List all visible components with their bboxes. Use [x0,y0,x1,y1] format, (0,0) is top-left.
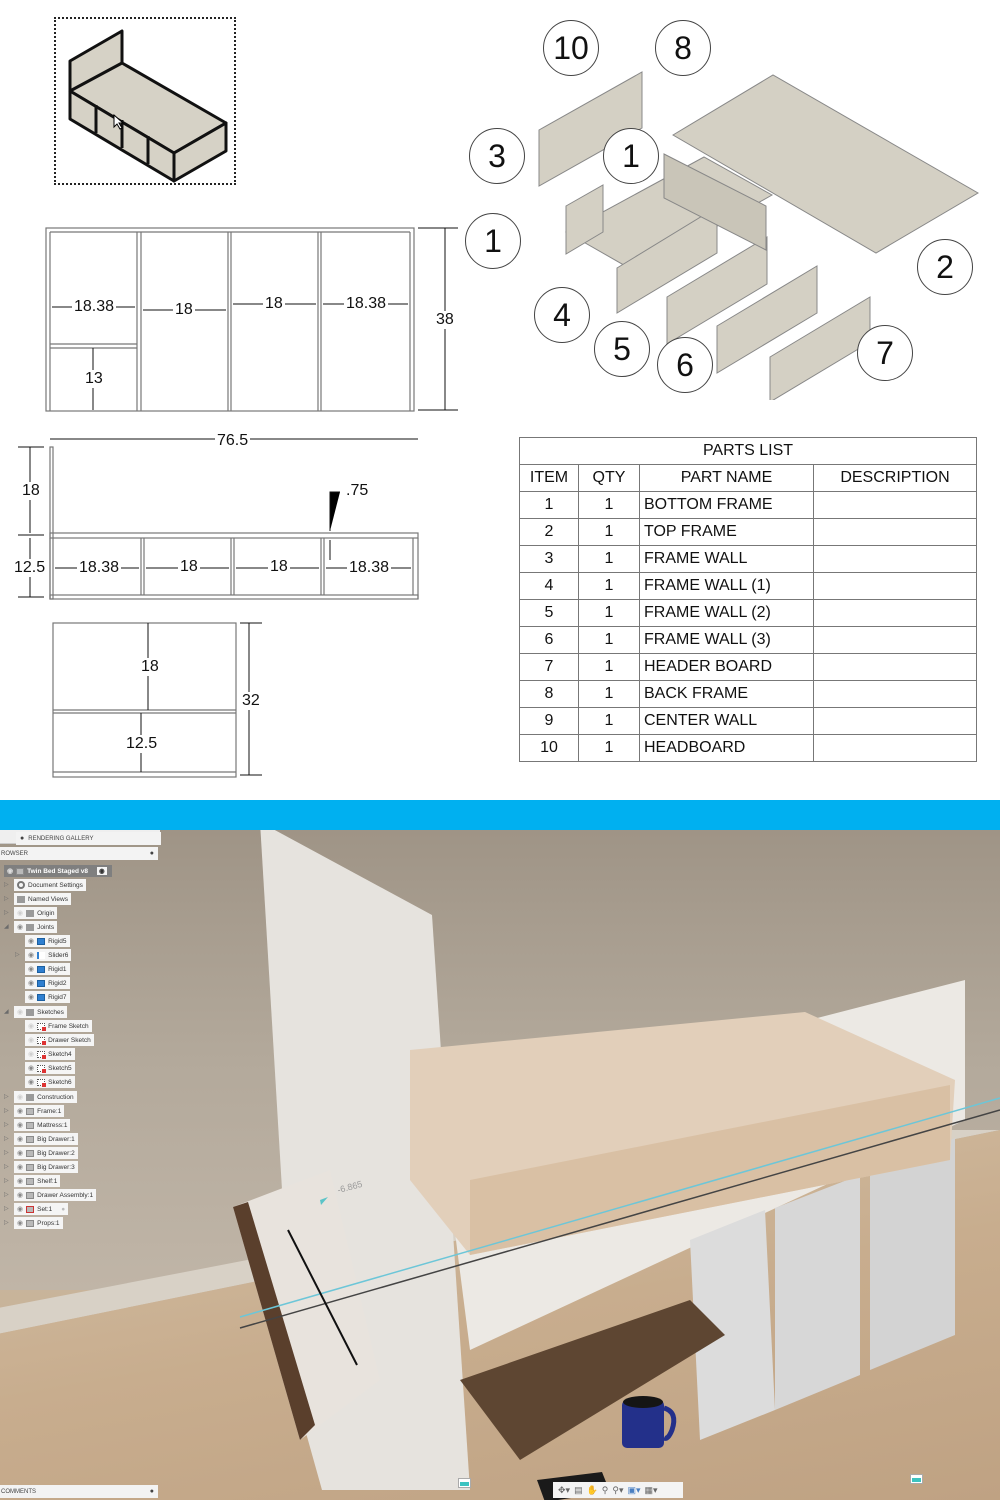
component-icon [26,1108,34,1115]
rigid-joint-icon [37,966,45,973]
table-row: 9 1 CENTER WALL [520,708,977,735]
expand-caret-icon[interactable]: ▷ [4,1122,9,1128]
tree-item-rigid5[interactable]: ◉ Rigid5 [25,935,70,947]
dim-front-bay1: 18.38 [79,559,120,576]
eye-icon[interactable]: ◉ [28,1079,35,1086]
eye-icon[interactable]: ◉ [17,1206,24,1213]
tree-item-named-views[interactable]: Named Views [14,893,71,905]
dim-overall-length: 76.5 [217,432,249,449]
browser-panel-header[interactable] [0,847,158,860]
dim-base-height: 12.5 [14,559,46,576]
dim-front-bay4: 18.38 [349,559,390,576]
parts-list-table [519,437,977,762]
table-row: 2 1 TOP FRAME [520,519,977,546]
folder-icon [26,1094,34,1101]
rigid-joint-icon [37,938,45,945]
tree-item-drawer-sketch[interactable]: ◉ Drawer Sketch [25,1034,94,1046]
display-settings-icon[interactable]: ▣▾ [627,1484,641,1495]
eye-hidden-icon[interactable]: ◉ [17,1094,24,1101]
rigid-joint-icon [37,994,45,1001]
tree-item-big-drawer-3[interactable]: ◉ Big Drawer:3 [14,1161,78,1173]
tree-item-big-drawer-1[interactable]: ◉ Big Drawer:1 [14,1133,78,1145]
tree-item-sketch5[interactable]: ◉ Sketch5 [25,1062,75,1074]
tree-item-sketches[interactable]: ◉ Sketches [14,1006,67,1018]
tree-item-rigid7[interactable]: ◉ Rigid7 [25,991,70,1003]
eye-icon[interactable]: ◉ [17,1122,24,1129]
table-row: 7 1 HEADER BOARD [520,654,977,681]
3d-viewport[interactable] [0,830,1000,1500]
expand-caret-icon[interactable]: ▷ [4,1094,9,1100]
tree-item-frame[interactable]: ◉ Frame:1 [14,1105,64,1117]
component-icon [16,868,24,875]
expand-caret-icon[interactable]: ▷ [4,896,9,902]
collapse-caret-icon[interactable]: ◢ [4,924,9,930]
dim-bay1-width: 18.38 [74,298,115,315]
dim-bay4-width: 18.38 [346,295,387,312]
table-row: 5 1 FRAME WALL (2) [520,600,977,627]
balloon-2: 2 [917,239,973,295]
component-icon [26,1220,34,1227]
orbit-icon[interactable]: ✥▾ [558,1484,571,1495]
dim-bay3-width: 18 [265,295,283,312]
rendering-gallery-label: RENDERING GALLERY [28,835,94,842]
eye-icon[interactable]: ◉ [17,1164,24,1171]
eye-icon[interactable]: ◉ [28,938,35,945]
gear-icon [17,881,25,889]
tree-item-props[interactable]: ◉ Props:1 [14,1217,63,1229]
dim-shelf-height: 13 [85,370,103,387]
table-row: 6 1 FRAME WALL (3) [520,627,977,654]
comments-label: COMMENTS [1,1488,36,1495]
fit-icon[interactable]: ⚲▾ [612,1484,624,1495]
eye-icon[interactable]: ◉ [28,994,35,1001]
balloon-7: 7 [857,325,913,381]
dim-front-bay3: 18 [270,558,288,575]
eye-hidden-icon[interactable]: ◉ [28,1051,35,1058]
table-row: 4 1 FRAME WALL (1) [520,573,977,600]
expand-caret-icon[interactable]: ▷ [4,1192,9,1198]
sketch-icon [37,1065,45,1072]
tree-item-big-drawer-2[interactable]: ◉ Big Drawer:2 [14,1147,78,1159]
bed-isometric-icon [56,19,234,183]
collapse-caret-icon[interactable]: ◢ [4,1009,9,1015]
sketch-icon [37,1051,45,1058]
dim-side-lower: 12.5 [126,735,158,752]
component-icon [26,1178,34,1185]
folder-icon [26,924,34,931]
timeline-marker-icon[interactable] [458,1478,471,1488]
expand-caret-icon[interactable]: ▷ [4,1108,9,1114]
balloon-8: 8 [655,20,711,76]
dim-headboard-height: 18 [22,482,40,499]
eye-icon[interactable]: ◉ [17,1192,24,1199]
comments-panel-header[interactable] [0,1485,158,1498]
tree-item-shelf[interactable]: ◉ Shelf:1 [14,1175,60,1187]
balloon-1-upper: 1 [603,128,659,184]
eye-hidden-icon[interactable]: ◉ [17,910,24,917]
expand-caret-icon[interactable]: ▷ [4,1206,9,1212]
folder-icon [26,1009,34,1016]
expand-caret-icon[interactable]: ▷ [4,882,9,888]
component-icon [26,1206,34,1213]
front-view [10,425,430,610]
tree-item-construction[interactable]: ◉ Construction [14,1091,77,1103]
tree-item-sketch6[interactable]: ◉ Sketch6 [25,1076,75,1088]
dim-side-overall: 32 [242,692,260,709]
component-icon [26,1136,34,1143]
balloon-10: 10 [543,20,599,76]
viewport-dimension-label: -6.865 [336,1178,364,1196]
eye-icon[interactable]: ◉ [7,868,14,875]
tree-root-item[interactable]: ◉ Twin Bed Staged v8 ◉ [4,865,112,877]
balloon-4: 4 [534,287,590,343]
eye-hidden-icon[interactable]: ◉ [28,1023,35,1030]
eye-icon[interactable]: ◉ [28,966,35,973]
browser-label: ROWSER [1,850,28,857]
eye-icon[interactable]: ◉ [17,1108,24,1115]
table-row: 3 1 FRAME WALL [520,546,977,573]
look-at-icon[interactable]: ✋ [586,1484,598,1495]
eye-icon[interactable]: ◉ [28,952,35,959]
comments-add-icon[interactable]: ● [149,1488,154,1495]
balloon-3: 3 [469,128,525,184]
table-row: 8 1 BACK FRAME [520,681,977,708]
eye-icon[interactable]: ◉ [17,1136,24,1143]
component-icon [26,1150,34,1157]
rendering-gallery-bar[interactable] [16,832,161,845]
expand-caret-icon[interactable]: ▷ [4,1220,9,1226]
tree-item-joints[interactable]: ◉ Joints [14,921,57,933]
top-view [40,220,470,420]
col-description: DESCRIPTION [814,465,977,492]
eye-icon[interactable]: ◉ [17,1150,24,1157]
eye-icon[interactable]: ◉ [17,1220,24,1227]
table-row: 10 1 HEADBOARD [520,735,977,762]
tree-item-document-settings[interactable]: Document Settings [14,879,86,891]
dim-overall-width: 38 [436,311,454,328]
eye-icon[interactable]: ◉ [28,1065,35,1072]
collapse-icon[interactable]: ● [20,835,25,842]
tree-item-origin[interactable]: ◉ Origin [14,907,57,919]
zoom-window-icon[interactable]: ⚲ [601,1484,609,1495]
parts-list-title: PARTS LIST [520,438,977,465]
bed-render [0,830,1000,1500]
tree-item-slider6[interactable]: ◉ Slider6 [25,949,71,961]
folder-icon [17,896,25,903]
slider-joint-icon [37,952,45,959]
sketch-icon [37,1037,45,1044]
sketch-icon [37,1079,45,1086]
activate-radio-icon[interactable]: ◉ [99,868,105,875]
balloon-1-lower: 1 [465,213,521,269]
expand-caret-icon[interactable]: ▷ [4,1164,9,1170]
col-qty: QTY [579,465,640,492]
eye-icon[interactable]: ◉ [17,1178,24,1185]
expand-caret-icon[interactable]: ▷ [4,1136,9,1142]
dim-panel-thickness: .75 [346,482,369,499]
dim-front-bay2: 18 [180,558,198,575]
parts-list-header [520,465,977,492]
eye-hidden-icon[interactable]: ◉ [17,1009,24,1016]
accent-band [0,800,1000,830]
body-icon [26,1122,34,1129]
rigid-joint-icon [37,980,45,987]
eye-icon[interactable]: ◉ [28,980,35,987]
dim-bay2-width: 18 [175,301,193,318]
tree-item-mattress[interactable]: ◉ Mattress:1 [14,1119,70,1131]
expand-caret-icon[interactable]: ▷ [15,952,20,958]
isometric-thumbnail[interactable] [54,17,236,185]
col-part-name: PART NAME [640,465,814,492]
eye-hidden-icon[interactable]: ◉ [28,1037,35,1044]
balloon-5: 5 [594,321,650,377]
timeline-marker-icon[interactable] [910,1474,923,1484]
tree-item-rigid2[interactable]: ◉ Rigid2 [25,977,70,989]
dim-side-upper: 18 [141,658,159,675]
tree-item-sketch4[interactable]: ◉ Sketch4 [25,1048,75,1060]
expand-caret-icon[interactable]: ▷ [4,910,9,916]
col-item: ITEM [520,465,579,492]
navigation-toolbar [553,1482,683,1498]
component-icon [26,1192,34,1199]
balloon-6: 6 [657,337,713,393]
expand-caret-icon[interactable]: ▷ [4,1178,9,1184]
eye-icon[interactable]: ◉ [17,924,24,931]
radio-icon[interactable]: ● [61,1205,66,1213]
tree-item-rigid1[interactable]: ◉ Rigid1 [25,963,70,975]
expand-caret-icon[interactable]: ▷ [4,1150,9,1156]
table-row: 1 1 BOTTOM FRAME [520,492,977,519]
sketch-icon [37,1023,45,1030]
folder-icon [26,910,34,917]
tree-item-set[interactable]: ◉ Set:1 ● [14,1203,68,1215]
pan-icon[interactable]: ▤ [574,1484,583,1495]
tree-item-frame-sketch[interactable]: ◉ Frame Sketch [25,1020,92,1032]
component-icon [26,1164,34,1171]
tree-item-drawer-assembly[interactable]: ◉ Drawer Assembly:1 [14,1189,96,1201]
panel-collapse-icon[interactable]: ● [149,850,154,857]
grid-icon[interactable]: ▦▾ [644,1484,658,1495]
